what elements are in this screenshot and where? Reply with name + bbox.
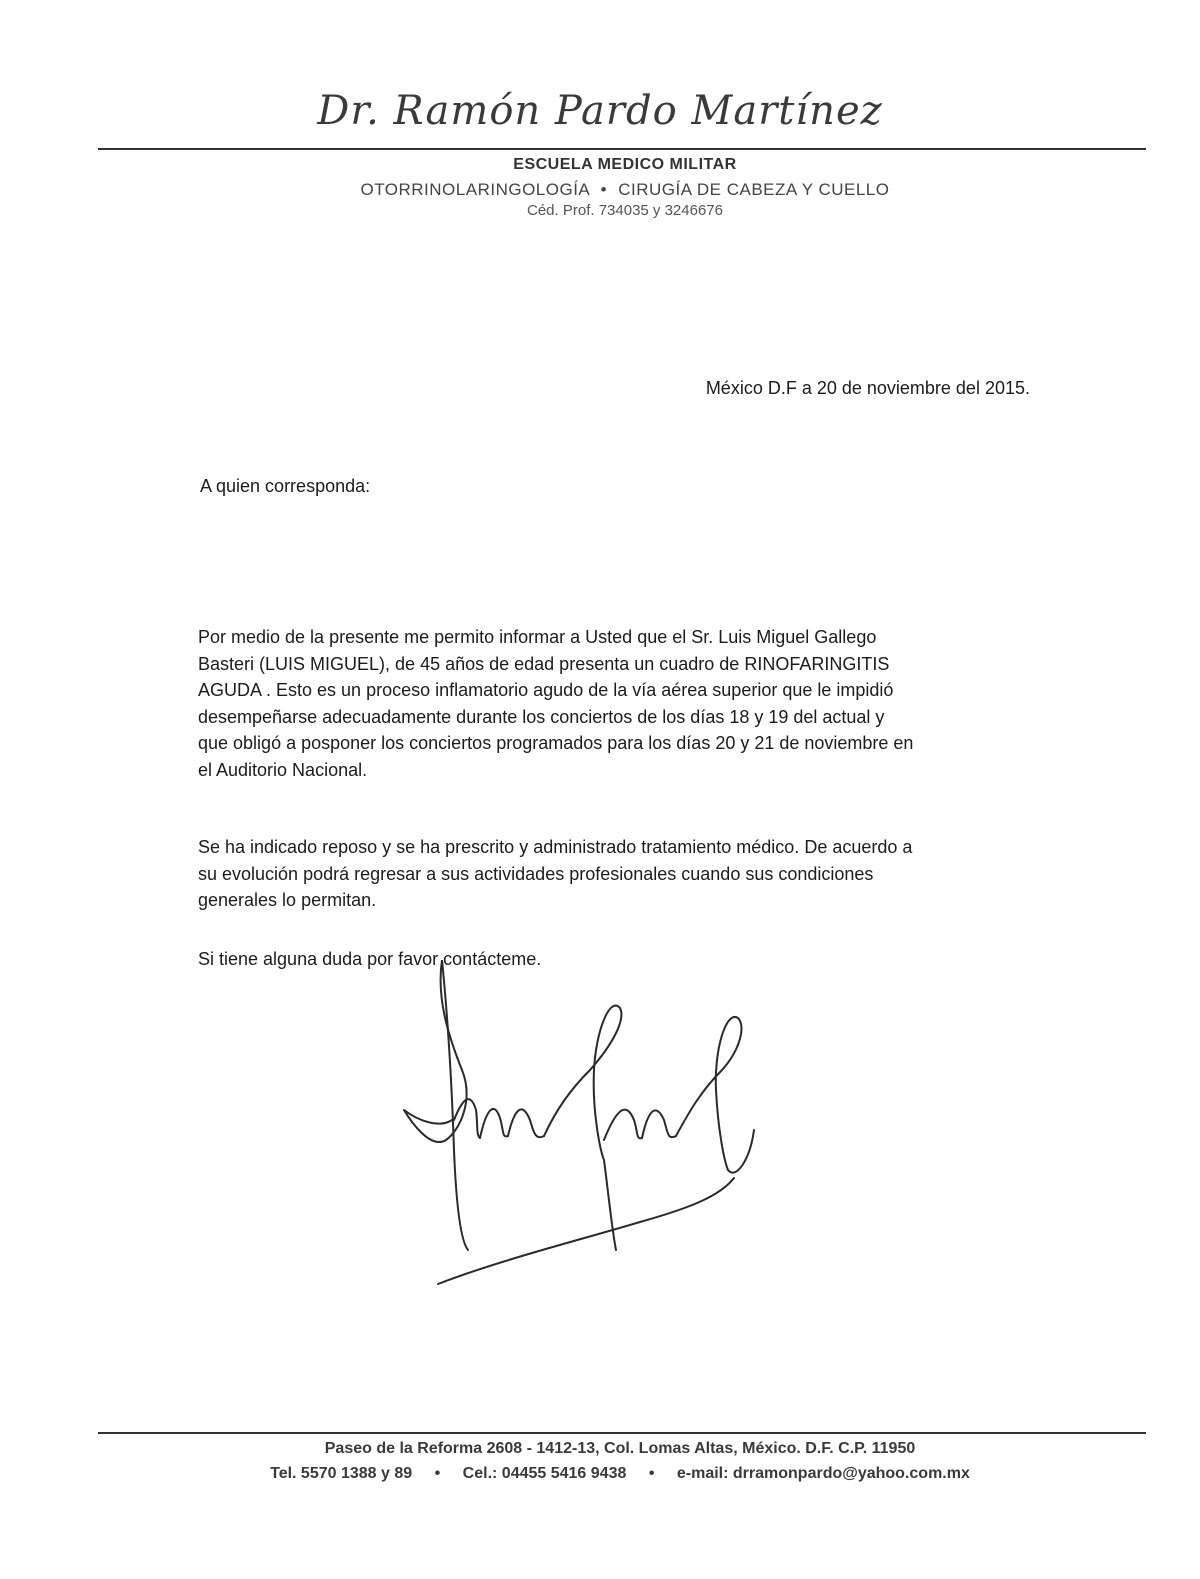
paragraph-line: Por medio de la presente me permito informar a Usted que el Sr. Luis Miguel Gallego — [198, 627, 877, 647]
specialty-separator: • — [600, 180, 608, 199]
letter-date: México D.F a 20 de noviembre del 2015. — [705, 378, 1030, 398]
footer-separator: • — [434, 1465, 441, 1482]
specialty-line — [0, 180, 1200, 200]
specialty-2: CIRUGÍA DE CABEZA Y CUELLO — [618, 180, 890, 199]
salutation: A quien corresponda: — [200, 476, 371, 496]
paragraph-line: su evolución podrá regresar a sus actividades profesionales cuando sus condiciones — [198, 863, 874, 884]
paragraph-line: generales lo permitan. — [198, 890, 377, 910]
paragraph-line: AGUDA . Esto es un proceso inflamatorio agudo de la vía aérea superior que le impidió — [198, 680, 894, 700]
footer-address: Paseo de la Reforma 2608 - 1412-13, Col. Lomas Altas, México. D.F. C.P. 11950 — [324, 1440, 916, 1457]
paragraph-line: el Auditorio Nacional. — [198, 759, 368, 780]
paragraph-line: Si tiene alguna duda por favor contácteme. — [198, 949, 542, 969]
footer-cel: Cel.: 04455 5416 9438 — [462, 1465, 627, 1482]
specialty-1: OTORRINOLARINGOLOGÍA — [360, 180, 590, 199]
paragraph-diagnosis — [198, 624, 1038, 783]
paragraph-line: desempeñarse adecuadamente durante los conciertos de los días 18 y 19 del actual y — [198, 706, 885, 727]
doctor-name: Dr. Ramón Pardo Martínez — [317, 88, 883, 134]
professional-license: Céd. Prof. 734035 y 3246676 — [527, 202, 723, 219]
footer-email: e-mail: drramonpardo@yahoo.com.mx — [676, 1465, 970, 1482]
footer-contact-line — [0, 1465, 1200, 1483]
signature-icon — [390, 960, 790, 1300]
paragraph-line: Se ha indicado reposo y se ha prescrito y administrado tratamiento médico. De acuerdo a — [198, 837, 913, 857]
footer-separator: • — [648, 1465, 655, 1482]
footer-tel: Tel. 5570 1388 y 89 — [270, 1465, 413, 1482]
paragraph-line: Basteri (LUIS MIGUEL), de 45 años de edad presenta un cuadro de RINOFARINGITIS — [198, 653, 890, 674]
paragraph-treatment — [198, 834, 1038, 914]
footer-divider — [98, 1432, 1146, 1434]
paragraph-line: que obligó a posponer los conciertos programados para los días 20 y 21 de noviembre en — [198, 733, 914, 753]
school-name: ESCUELA MEDICO MILITAR — [513, 156, 737, 173]
header-divider — [98, 148, 1146, 150]
